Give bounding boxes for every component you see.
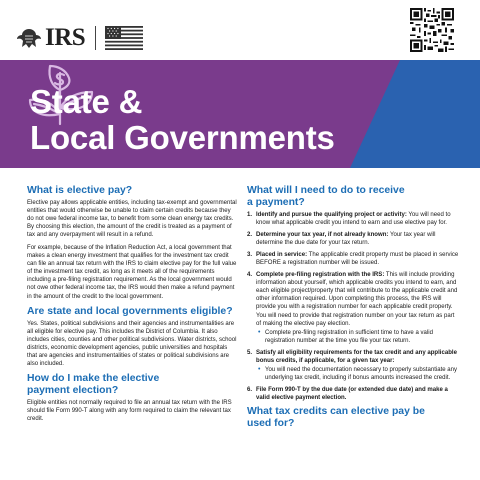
sub-list xyxy=(256,329,459,345)
paragraph: Yes. States, political subdivisions and their agencies and instrumentalities are all eligible for elective pay. This includes the District of Columbia. It also includes cities, counties and other political subdivisions. Water districts, school districts, economic development agencies, public universities and hospitals that are agencies and instrumentalities of states or political subdivisions are also included. xyxy=(27,320,237,367)
step-number: 5. xyxy=(247,349,253,356)
step-lead: Placed in service: xyxy=(256,252,308,259)
step-lead: Complete pre-filing registration with the IRS: xyxy=(256,272,385,279)
left-column xyxy=(27,185,237,428)
step-number: 6. xyxy=(247,386,253,393)
step-lead: Satisfy all eligibility requirements for the tax credit and any applicable bonus credits, if applicable, for a given tax year: xyxy=(256,349,457,364)
heading-line: payment election? xyxy=(27,384,119,396)
section-what-is-elective-pay xyxy=(27,185,237,301)
heading-line: What tax credits can elective pay be xyxy=(247,405,425,417)
paragraph: For example, because of the Inflation Reduction Act, a local government that makes a clean energy investment that qualifies for the investment tax credit can file an annual tax return with the IRS to claim elective pay for the full value of the investment tax credit, as long as it meets all of the requirements including a pre-filing registration requirement. As the local government would not owe other federal income tax, the IRS would then make a refund payment in the amount of the credit to the local government. xyxy=(27,245,237,300)
section-receive-payment xyxy=(247,185,459,402)
bullet-icon: • xyxy=(258,365,261,373)
heading-line: How do I make the elective xyxy=(27,372,160,384)
right-column xyxy=(247,185,459,434)
step-item xyxy=(247,251,459,267)
paragraph: Eligible entities not normally required to file an annual tax return with the IRS should file Form 990-T along with any form required to claim the relevant tax credit. xyxy=(27,399,232,422)
eagle-icon xyxy=(16,27,42,49)
step-number: 2. xyxy=(247,232,253,239)
section-heading: What is elective pay? xyxy=(27,185,133,196)
page-title-line1: State & xyxy=(30,83,143,120)
sub-item-text: You will need the documentation necessary to properly substantiate any underlying tax credit, including if bonus amounts increased the credit. xyxy=(265,366,458,381)
sub-item xyxy=(256,366,459,382)
step-text: Your tax year will determine the due date for your tax return. xyxy=(256,232,436,247)
step-text: This will include providing information about yourself, which applicable credits you intend to earn, and each eligible project/property that will contribute to the applicable credit and other information required. Upon completing this process, the IRS will provide you with a registration number for each applicable credit property. You will need to provide that registration number on your tax return as part of making the elective pay election. xyxy=(256,272,458,327)
bullet-icon: • xyxy=(258,328,261,336)
heading-line: a payment? xyxy=(247,197,305,208)
step-item xyxy=(247,211,459,227)
heading-line: What will I need to do to receive xyxy=(247,185,405,196)
section-heading xyxy=(27,373,237,397)
step-item xyxy=(247,231,459,247)
section-how-to-elect xyxy=(27,373,237,423)
irs-logo xyxy=(16,26,143,50)
step-item xyxy=(247,271,459,344)
section-eligibility xyxy=(27,306,237,368)
qr-code-icon[interactable] xyxy=(410,8,454,52)
title-banner xyxy=(0,60,480,168)
irs-wordmark: IRS xyxy=(45,24,86,51)
step-number: 1. xyxy=(247,212,253,218)
step-item xyxy=(247,386,459,402)
sub-item-text: Complete pre-filing registration in sufficient time to have a valid registration number at the time you file your tax return. xyxy=(265,329,433,344)
us-flag-icon xyxy=(105,26,143,50)
section-tax-credits xyxy=(247,406,459,430)
sub-list xyxy=(256,366,459,382)
page-title-line2: Local Governments xyxy=(30,119,335,156)
section-heading: Are state and local governments eligible? xyxy=(27,305,233,317)
step-number: 3. xyxy=(247,252,253,259)
step-text: You will need to know what applicable credit you intend to earn and use elective pay for. xyxy=(256,212,451,227)
heading-line: used for? xyxy=(247,417,295,429)
section-heading xyxy=(247,185,459,209)
step-lead: Determine your tax year, if not already known: xyxy=(256,232,389,239)
step-lead: File Form 990-T by the due date (or extended due date) and make a valid elective payment election. xyxy=(256,386,448,401)
logo-divider xyxy=(95,26,96,50)
sub-item xyxy=(256,329,459,345)
header xyxy=(0,0,480,58)
step-text: The applicable credit property must be placed in service BEFORE a registration number will be issued. xyxy=(256,252,459,267)
step-lead: Identify and pursue the qualifying project or activity: xyxy=(256,212,407,218)
page-title xyxy=(30,84,335,156)
paragraph: Elective pay allows applicable entities, including tax-exempt and governmental entities that would otherwise be unable to claim certain credits because they do not owe federal income tax, to benefit from some clean energy tax credits. By choosing this election, the amount of the credit is treated as a payment of tax and any overpayment will result in a refund. xyxy=(27,200,237,239)
step-number: 4. xyxy=(247,272,253,279)
step-item xyxy=(247,349,459,382)
steps-list xyxy=(247,211,459,402)
section-heading xyxy=(247,406,459,430)
